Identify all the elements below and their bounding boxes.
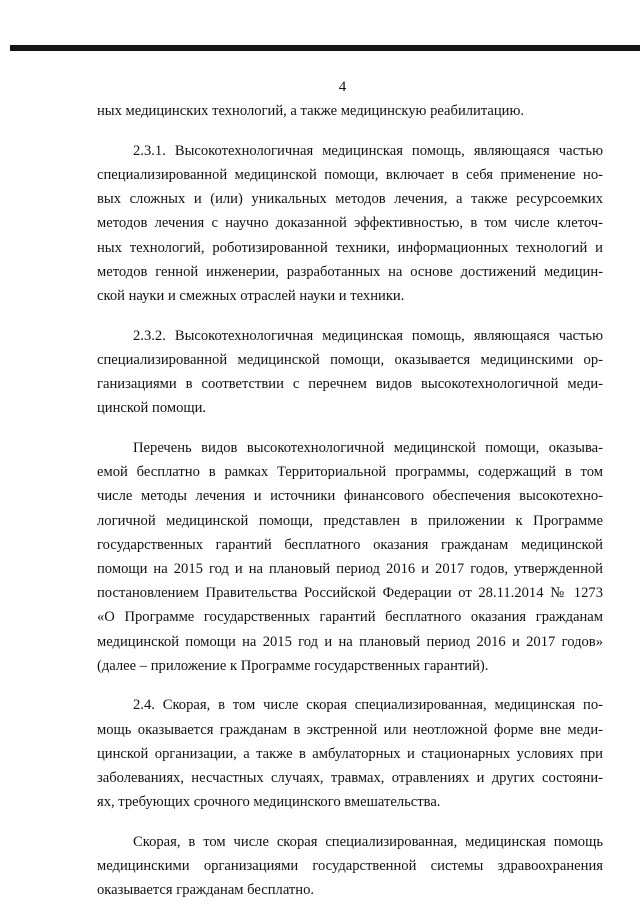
text-line: ях, требующих срочного медицинского вмешательства.	[97, 794, 441, 811]
text-line: оказывается гражданам бесплатно.	[97, 882, 315, 899]
text-line: заболеваниях, несчастных случаях, травмах, отравлениях и других состояни-	[97, 770, 603, 787]
text-line: методов генной инженерии, разработанных на основе достижений медицин-	[97, 263, 603, 280]
text-line: медицинской помощи на 2015 год и на плановый период 2016 и 2017 годов»	[97, 633, 603, 650]
text-line: емой бесплатно в рамках Территориальной программы, содержащий в том	[97, 464, 603, 481]
text-line: государственных гарантий бесплатного оказания гражданам медицинской	[97, 536, 603, 553]
paragraph-list-of-types	[97, 436, 603, 678]
text-line: ской науки и смежных отраслей науки и техники.	[97, 287, 405, 304]
text-line: 2.4. Скорая, в том числе скорая специализированная, медицинская по-	[133, 697, 603, 714]
text-line: ганизациями в соответствии с перечнем видов высокотехнологичной меди-	[97, 376, 603, 393]
text-line: методов лечения с научно доказанной эффективностью, в том числе клеточ-	[97, 215, 603, 232]
text-line: Скорая, в том числе скорая специализированная, медицинская помощь	[133, 833, 603, 850]
text-line: цинской помощи.	[97, 400, 207, 417]
text-line: ных медицинских технологий, а также медицинскую реабилитацию.	[97, 103, 525, 119]
text-line: мощь оказывается гражданам в экстренной или неотложной форме вне меди-	[97, 721, 603, 738]
paragraph-continuation	[97, 99, 603, 123]
paragraph-2-3-2	[97, 324, 603, 421]
text-line: логичной медицинской помощи, представлен в приложении к Программе	[97, 512, 603, 529]
text-line: ных технологий, роботизированной техники, информационных технологий и	[97, 239, 603, 256]
text-line: специализированной медицинской помощи, включает в себя применение но-	[97, 166, 603, 183]
text-line: «О Программе государственных гарантий бесплатного оказания гражданам	[97, 609, 603, 626]
text-line: числе методы лечения и источники финансового обеспечения высокотехно-	[97, 488, 603, 505]
paragraph-2-3-1	[97, 139, 603, 308]
text-line: помощи на 2015 год и на плановый период 2016 и 2017 годов, утвержденной	[97, 560, 603, 577]
header-rule	[10, 45, 640, 51]
document-body	[97, 99, 603, 918]
text-line: Перечень видов высокотехнологичной медицинской помощи, оказыва-	[133, 439, 603, 456]
paragraph-2-4	[97, 693, 603, 814]
text-line: вых сложных и (или) уникальных методов лечения, а также ресурсоемких	[97, 191, 603, 208]
text-line: медицинскими организациями государственной системы здравоохранения	[97, 858, 603, 875]
text-line: (далее – приложение к Программе государственных гарантий).	[97, 657, 489, 674]
text-line: специализированной медицинской помощи, оказывается медицинскими ор-	[97, 351, 603, 368]
paragraph-emergency-free	[97, 830, 603, 903]
text-line: цинской организации, а также в амбулаторных и стационарных условиях при	[97, 745, 603, 762]
text-line: постановлением Правительства Российской Федерации от 28.11.2014 № 1273	[97, 585, 603, 602]
page-number: 4	[338, 79, 347, 95]
text-line: 2.3.2. Высокотехнологичная медицинская помощь, являющаяся частью	[133, 327, 603, 344]
text-line: 2.3.1. Высокотехнологичная медицинская помощь, являющаяся частью	[133, 142, 603, 159]
